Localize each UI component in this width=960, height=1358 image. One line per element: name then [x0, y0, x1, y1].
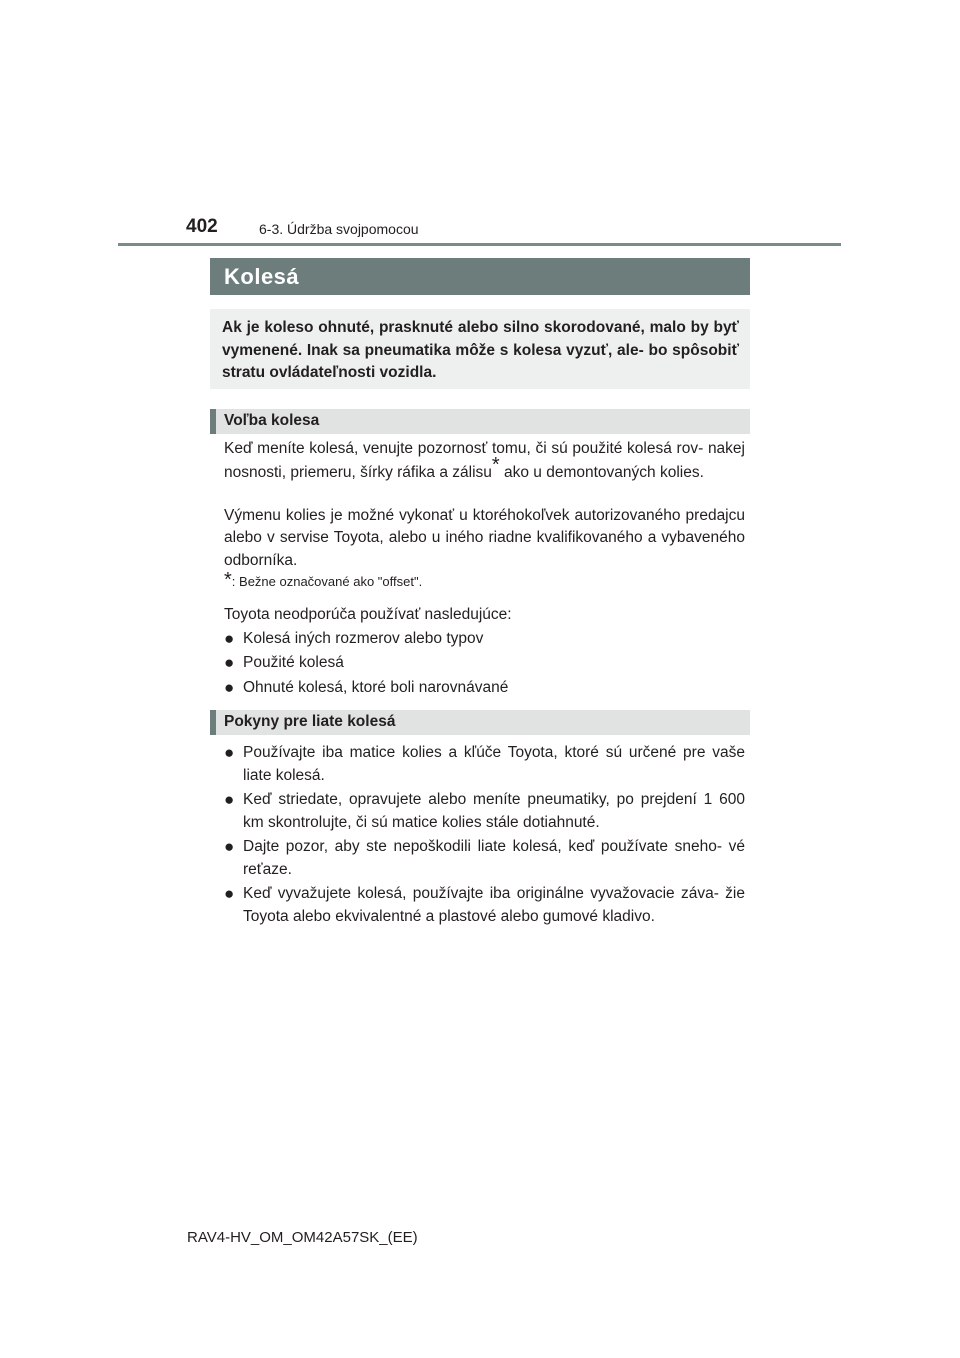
header-rule — [118, 243, 841, 246]
footnote — [224, 569, 423, 591]
list-item-text: Dajte pozor, aby ste nepoškodili liate kolesá, keď používate sneho- vé reťaze. — [243, 838, 745, 878]
asterisk-mark: * — [224, 569, 232, 591]
list-item — [224, 882, 745, 928]
list-item-text: Kolesá iných rozmerov alebo typov — [243, 630, 484, 647]
footnote-text: : Bežne označované ako "offset". — [231, 574, 423, 589]
bullet-dot: ● — [224, 653, 235, 672]
section-label: 6-3. Údržba svojpomocou — [259, 221, 419, 237]
subheading-text: Pokyny pre liate kolesá — [224, 713, 396, 730]
subheading-text: Voľba kolesa — [224, 412, 320, 429]
paragraph-not-recommended: Toyota neodporúča používať nasledujúce: — [224, 606, 512, 623]
bullet-dot: ● — [224, 678, 235, 697]
bullet-dot: ● — [224, 884, 235, 903]
list-item-text: Používajte iba matice kolies a kľúče Toyota, ktoré sú určené pre vaše liate kolesá. — [243, 744, 745, 784]
paragraph-text: Keď meníte kolesá, venujte pozornosť tomu, či sú použité kolesá rov- nakej nosnosti, priemeru, šírky ráfika a zálisu — [224, 440, 745, 482]
intro-box — [210, 309, 750, 389]
list-item — [224, 741, 745, 787]
list-item — [224, 788, 745, 834]
bullet-dot: ● — [224, 743, 235, 762]
list-item-text: Keď vyvažujete kolesá, používajte iba originálne vyvažovacie záva- žie Toyota alebo ekvivalentné a plastové alebo gumové kladivo. — [243, 885, 745, 925]
list-item-text: Použité kolesá — [243, 654, 344, 671]
list-item — [224, 627, 745, 650]
bullet-dot: ● — [224, 790, 235, 809]
title-bar — [210, 258, 750, 295]
paragraph-replacement: Výmenu kolies je možné vykonať u ktoréhokoľvek autorizovaného predajcu alebo v servise Toyota, alebo u iného riadne kvalifikovaného a vybaveného odborníka. — [224, 507, 745, 569]
bullet-dot: ● — [224, 837, 235, 856]
subheading-alloy-wheels — [210, 710, 750, 735]
subheading-accent — [210, 409, 216, 434]
footer-code: RAV4-HV_OM_OM42A57SK_(EE) — [187, 1229, 418, 1246]
subheading-accent — [210, 710, 216, 735]
bullet-dot: ● — [224, 629, 235, 648]
subheading-wheel-selection — [210, 409, 750, 434]
list-item — [224, 651, 745, 674]
page-number: 402 — [186, 216, 218, 237]
list-item — [224, 835, 745, 881]
intro-text: Ak je koleso ohnuté, prasknuté alebo silno skorodované, malo by byť vymenené. Inak sa pneumatika môže s kolesa vyzuť, ale- bo spôsobiť stratu ovládateľnosti vozidla. — [222, 319, 739, 381]
page-title: Kolesá — [224, 264, 300, 289]
list-item-text: Keď striedate, opravujete alebo meníte pneumatiky, po prejdení 1 600 km skontrolujte, či sú matice kolies stále dotiahnuté. — [243, 791, 745, 831]
paragraph-text: ako u demontovaných kolies. — [499, 464, 704, 482]
list-item — [224, 676, 745, 699]
asterisk-mark: * — [491, 454, 500, 477]
list-item-text: Ohnuté kolesá, ktoré boli narovnávané — [243, 679, 509, 696]
paragraph-wheel-selection — [224, 438, 745, 485]
